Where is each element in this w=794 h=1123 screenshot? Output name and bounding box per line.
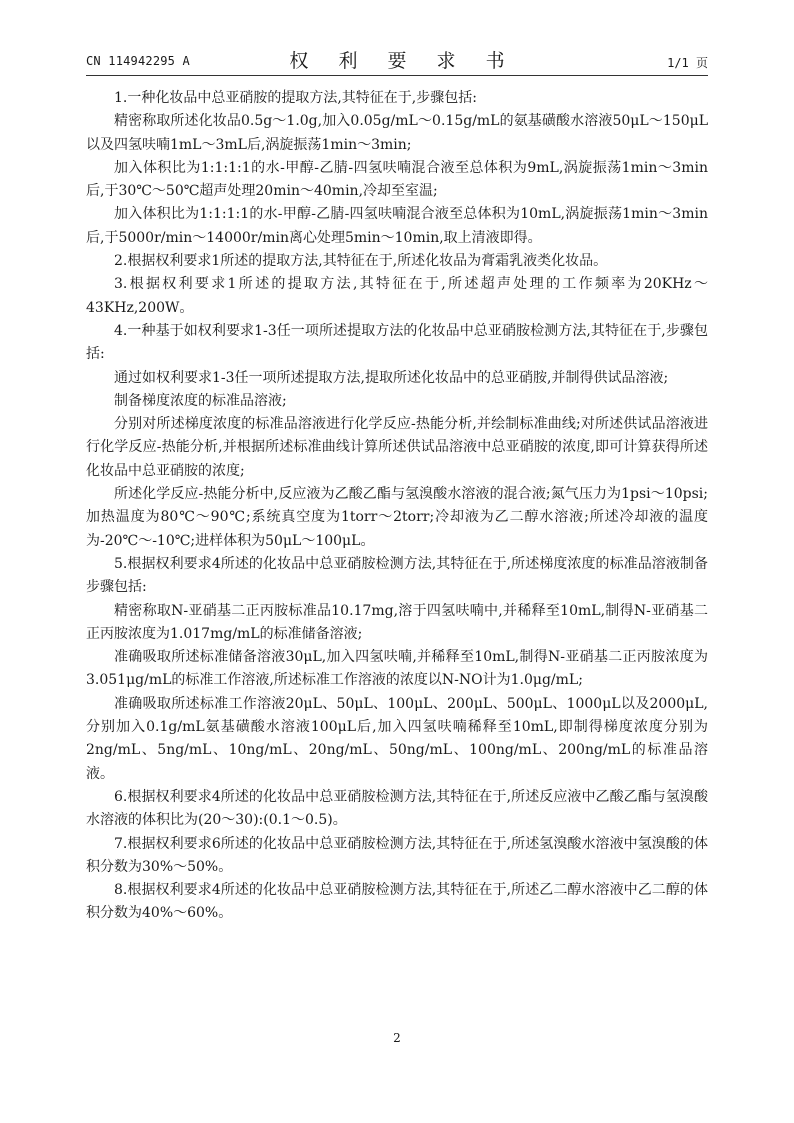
claim-paragraph: 加入体积比为1:1:1:1的水-甲醇-乙腈-四氢呋喃混合液至总体积为10mL,涡旋振荡1min～3min后,于5000r/min～14000r/min离心处理5min～10min,取上清液即得。 [86, 206, 708, 246]
page-header [86, 46, 708, 72]
page-info: 1/1 页 [667, 56, 708, 70]
claim-paragraph: 2.根据权利要求1所述的提取方法,其特征在于,所述化妆品为膏霜乳液类化妆品。 [114, 253, 608, 270]
publication-number: CN 114942295 A [86, 54, 190, 68]
header-rule [86, 75, 708, 76]
claim-paragraph: 通过如权利要求1-3任一项所述提取方法,提取所述化妆品中的总亚硝胺,并制得供试品溶液; [114, 369, 669, 386]
claim-paragraph: 3.根据权利要求1所述的提取方法,其特征在于,所述超声处理的工作频率为20KHz～43KHz,200W。 [86, 276, 708, 316]
claim-paragraph: 7.根据权利要求6所述的化妆品中总亚硝胺检测方法,其特征在于,所述氢溴酸水溶液中氢溴酸的体积分数为30%～50%。 [86, 835, 708, 875]
claims-body [86, 87, 708, 926]
claim-paragraph: 1.一种化妆品中总亚硝胺的提取方法,其特征在于,步骤包括: [114, 90, 477, 106]
document-title: 权 利 要 求 书 [289, 50, 517, 72]
claim-paragraph: 5.根据权利要求4所述的化妆品中总亚硝胺检测方法,其特征在于,所述梯度浓度的标准品溶液制备步骤包括: [86, 555, 708, 596]
page-number: 2 [393, 1031, 401, 1045]
claim-paragraph: 精密称取所述化妆品0.5g～1.0g,加入0.05g/mL～0.15g/mL的氨基磺酸水溶液50μL～150μL以及四氢呋喃1mL～3mL后,涡旋振荡1min～3min; [86, 113, 708, 153]
claim-paragraph: 4.一种基于如权利要求1-3任一项所述提取方法的化妆品中总亚硝胺检测方法,其特征在于,步骤包括: [86, 322, 708, 363]
claim-paragraph: 准确吸取所述标准工作溶液20μL、50μL、100μL、200μL、500μL、1000μL以及2000μL,分别加入0.1g/mL氨基磺酸水溶液100μL后,加入四氢呋喃稀释至10mL,即制得梯度浓度分别为2ng/mL、5ng/mL、10ng/mL、20ng/mL、50ng/mL、100ng/mL、200ng/mL的标准品溶液。 [86, 695, 708, 782]
claim-paragraph: 8.根据权利要求4所述的化妆品中总亚硝胺检测方法,其特征在于,所述乙二醇水溶液中乙二醇的体积分数为40%～60%。 [86, 882, 708, 922]
claim-paragraph: 分别对所述梯度浓度的标准品溶液进行化学反应-热能分析,并绘制标准曲线;对所述供试品溶液进行化学反应-热能分析,并根据所述标准曲线计算所述供试品溶液中总亚硝胺的浓度,即可计算获得所述化妆品中总亚硝胺的浓度; [86, 416, 708, 479]
claim-paragraph: 6.根据权利要求4所述的化妆品中总亚硝胺检测方法,其特征在于,所述反应液中乙酸乙酯与氢溴酸水溶液的体积比为(20～30):(0.1～0.5)。 [86, 788, 708, 829]
claim-paragraph: 准确吸取所述标准储备溶液30μL,加入四氢呋喃,并稀释至10mL,制得N-亚硝基二正丙胺浓度为3.051μg/mL的标准工作溶液,所述标准工作溶液的浓度以N-NO计为1.0μg/mL; [86, 649, 708, 689]
claim-paragraph: 所述化学反应-热能分析中,反应液为乙酸乙酯与氢溴酸水溶液的混合液;氮气压力为1psi～10psi;加热温度为80℃～90℃;系统真空度为1torr～2torr;冷却液为乙二醇水溶液;所述冷却液的温度为-20℃～-10℃;进样体积为50μL～100μL。 [86, 486, 708, 549]
claim-paragraph: 精密称取N-亚硝基二正丙胺标准品10.17mg,溶于四氢呋喃中,并稀释至10mL,制得N-亚硝基二正丙胺浓度为1.017mg/mL的标准储备溶液; [86, 602, 708, 642]
claim-paragraph: 制备梯度浓度的标准品溶液; [114, 392, 287, 409]
claim-paragraph: 加入体积比为1:1:1:1的水-甲醇-乙腈-四氢呋喃混合液至总体积为9mL,涡旋振荡1min～3min后,于30℃～50℃超声处理20min～40min,冷却至室温; [86, 159, 708, 200]
